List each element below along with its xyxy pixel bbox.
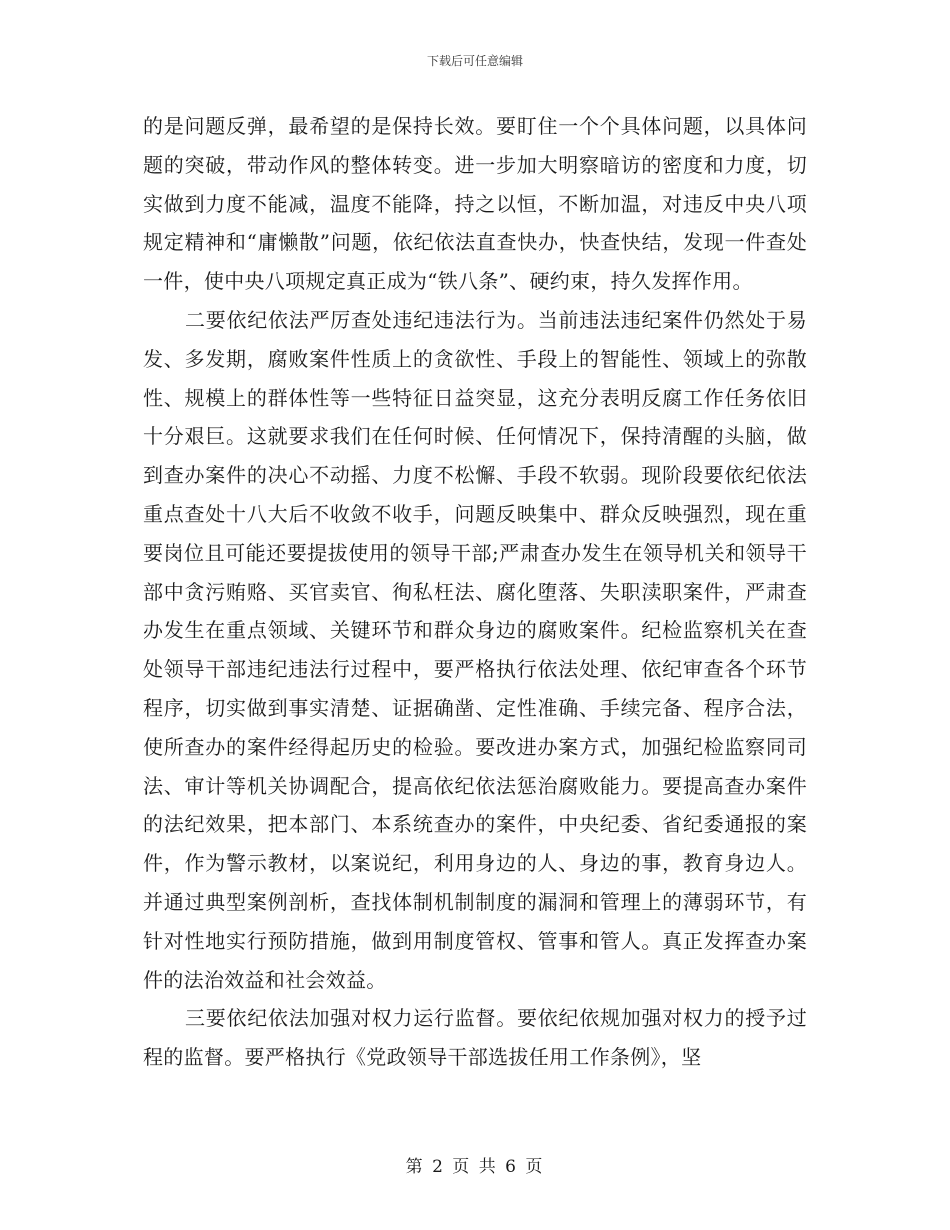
- paragraph-3: 三要依纪依法加强对权力运行监督。要依纪依规加强对权力的授予过程的监督。要严格执行《党政领导干部选拔任用工作条例》，坚: [143, 1006, 807, 1070]
- document-body: [143, 107, 807, 1077]
- page-header: 下载后可任意编辑: [426, 54, 523, 68]
- paragraph-2: 二要依纪依法严厉查处违纪违法行为。当前违法违纪案件仍然处于易发、多发期，腐败案件性质上的贪欲性、手段上的智能性、领域上的弥散性、规模上的群体性等一些特征日益突显，这充分表明反腐工作任务依旧十分艰巨。这就要求我们在任何时候、任何情况下，保持清醒的头脑，做到查办案件的决心不动摇、力度不松懈、手段不软弱。现阶段要依纪依法重点查处十八大后不收敛不收手，问题反映集中、群众反映强烈，现在重要岗位且可能还要提拔使用的领导干部;严肃查办发生在领导机关和领导干部中贪污贿赂、买官卖官、徇私枉法、腐化堕落、失职渎职案件，严肃查办发生在重点领域、关键环节和群众身边的腐败案件。纪检监察机关在查处领导干部违纪违法行过程中，要严格执行依法处理、依纪审查各个环节程序，切实做到事实清楚、证据确凿、定性准确、手续完备、程序合法，使所查办的案件经得起历史的检验。要改进办案方式，加强纪检监察同司法、审计等机关协调配合，提高依纪依法惩治腐败能力。要提高查办案件的法纪效果，把本部门、本系统查办的案件，中央纪委、省纪委通报的案件，作为警示教材，以案说纪，利用身边的人、身边的事，教育身边人。并通过典型案例剖析，查找体制机制制度的漏洞和管理上的薄弱环节，有针对性地实行预防措施，做到用制度管权、管事和管人。真正发挥查办案件的法治效益和社会效益。: [143, 307, 807, 992]
- page-number: 第 2 页 共 6 页: [405, 1157, 545, 1177]
- paragraph-1: 的是问题反弹，最希望的是保持长效。要盯住一个个具体问题，以具体问题的突破，带动作风的整体转变。进一步加大明察暗访的密度和力度，切实做到力度不能减，温度不能降，持之以恒，不断加温，对违反中央八项规定精神和“庸懒散”问题，依纪依法直查快办，快查快结，发现一件查处一件，使中央八项规定真正成为“铁八条”、硬约束，持久发挥作用。: [143, 114, 807, 294]
